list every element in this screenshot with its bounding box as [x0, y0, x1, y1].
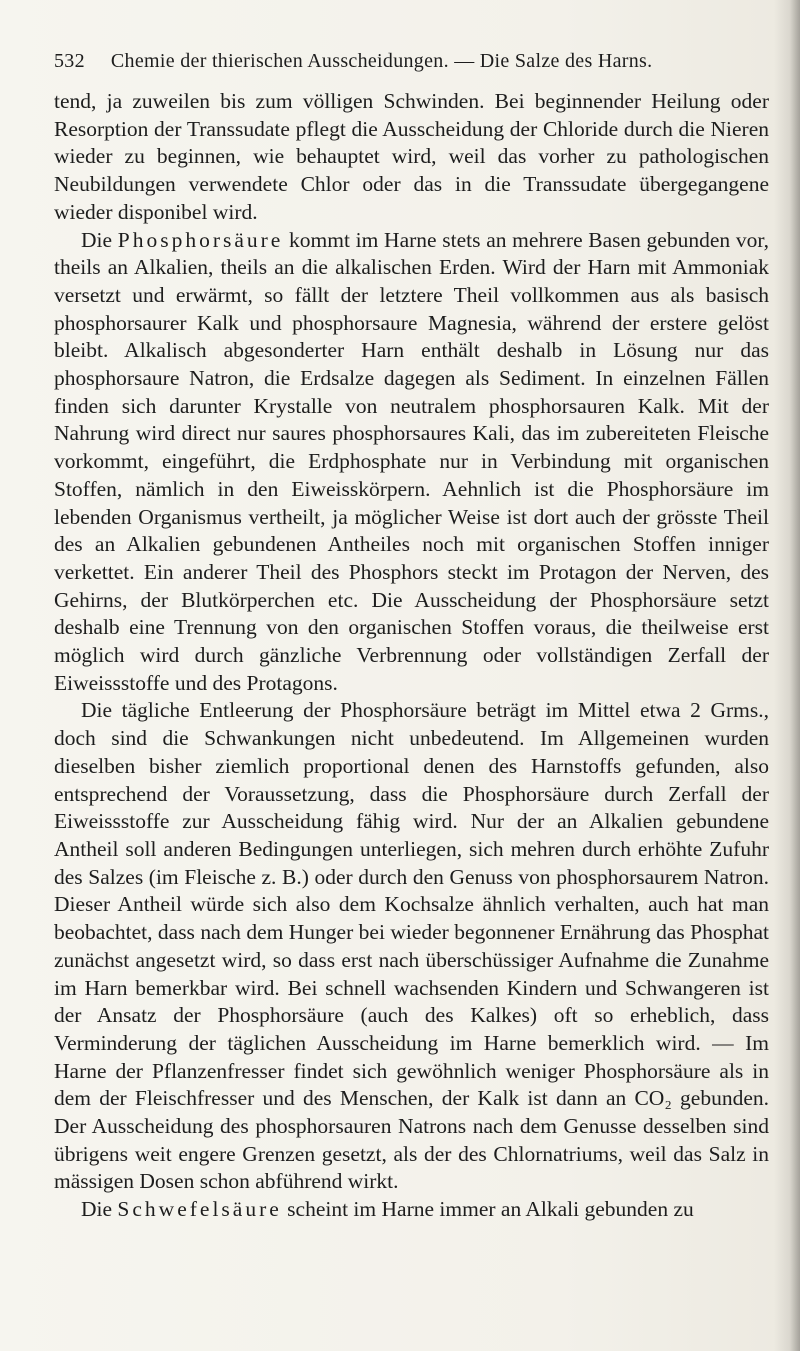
paragraph-text: Die tägliche Entleerung der Phosphorsäure beträgt im Mittel etwa 2 Grms., doch sind die Schwankungen nicht unbedeutend. Im Allgemeinen wurden dieselben bisher ziemlich proportional denen des Harnstoffs gefunden, also entsprechend der Voraussetzung, dass die Phosphorsäure durch Zerfall der Eiweissstoffe zur Ausscheidung fähig wird. Nur der an Alkalien gebundene Antheil soll anderen Bedingungen unterliegen, sich mehren durch erhöhte Zufuhr des Salzes (im Fleische z. B.) oder durch den Genuss von phosphorsaurem Natron. Dieser Antheil würde sich also dem Kochsalze ähnlich verhalten, auch hat man beobachtet, dass nach dem Hunger bei wieder begonnener Ernährung das Phosphat zunächst angesetzt wird, so dass erst nach überschüssiger Aufnahme die Zunahme im Harn bemerkbar wird. Bei schnell wachsenden Kindern und Schwangeren ist der Ansatz der Phosphorsäure (auch des Kalkes) oft so erheblich, dass Verminderung der täglichen Ausscheidung im Harne bemerklich wird. — Im Harne der Pflanzenfresser findet sich gewöhnlich weniger Phosphorsäure als in dem der Fleischfresser und des Menschen, der Kalk ist dann an CO₂ gebunden. Der Ausscheidung des phosphorsauren Natrons nach dem Genusse desselben sind übrigens weit engere Grenzen gesetzt, als der des Chlornatriums, weil das Salz in mässigen Dosen schon abführend wirkt. [54, 698, 769, 1194]
body-text [54, 88, 769, 1224]
page-number: 532 [54, 50, 85, 72]
paragraph-text: tend, ja zuweilen bis zum völligen Schwinden. Bei beginnender Heilung oder Resorption der Transsudate pflegt die Ausscheidung der Chloride durch die Nieren wieder zu beginnen, wie behauptet wird, weil das vorher zu pathologischen Neubildungen verwendete Chlor oder das in die Transsudate übergegangene wieder disponibel wird. [54, 89, 769, 224]
running-header [54, 50, 764, 73]
paragraph-text: scheint im Harne immer an Alkali gebunden zu [281, 1197, 694, 1222]
paragraph-lead: Die [81, 1197, 118, 1222]
paragraph-2 [54, 227, 769, 698]
running-title: Chemie der thierischen Ausscheidungen. — Die Salze des Harns. [110, 50, 653, 72]
page-edge-shadow [774, 0, 800, 1351]
paragraph-1 [54, 88, 769, 227]
paragraph-text: kommt im Harne stets an mehrere Basen gebunden vor, theils an Alkalien, theils an die alkalischen Erden. Wird der Harn mit Ammoniak versetzt und erwärmt, so fällt der letztere Theil vollkommen aus als basisch phosphorsaurer Kalk und phosphorsaure Magnesia, während der erstere gelöst bleibt. Alkalisch abgesonderter Harn enthält deshalb in Lösung nur das phosphorsaure Natron, die Erdsalze dagegen als Sediment. In einzelnen Fällen finden sich darunter Krystalle von neutralem phosphorsauren Kalk. Mit der Nahrung wird direct nur saures phosphorsaures Kali, das im zubereiteten Fleische vorkommt, eingeführt, die Erdphosphate nur in Verbindung mit organischen Stoffen, nämlich in den Eiweisskörpern. Aehnlich ist die Phosphorsäure im lebenden Organismus vertheilt, ja möglicher Weise ist dort auch der grösste Theil des an Alkalien gebundenen Antheiles noch mit organischen Stoffen inniger verkettet. Ein anderer Theil des Phosphors steckt im Protagon der Nerven, des Gehirns, der Blutkörperchen etc. Die Ausscheidung der Phosphorsäure setzt deshalb eine Trennung von den organischen Stoffen voraus, die theilweise erst möglich wird durch gänzliche Verbrennung oder vollständigen Zerfall der Eiweissstoffe und des Protagons. [54, 227, 769, 695]
paragraph-3 [54, 697, 769, 1196]
paragraph-4 [54, 1196, 769, 1224]
paragraph-lead: Die [81, 227, 118, 252]
spaced-term-phosphorsaeure: Phosphorsäure [117, 227, 284, 252]
spaced-term-schwefelsaeure: Schwefelsäure [117, 1197, 282, 1222]
